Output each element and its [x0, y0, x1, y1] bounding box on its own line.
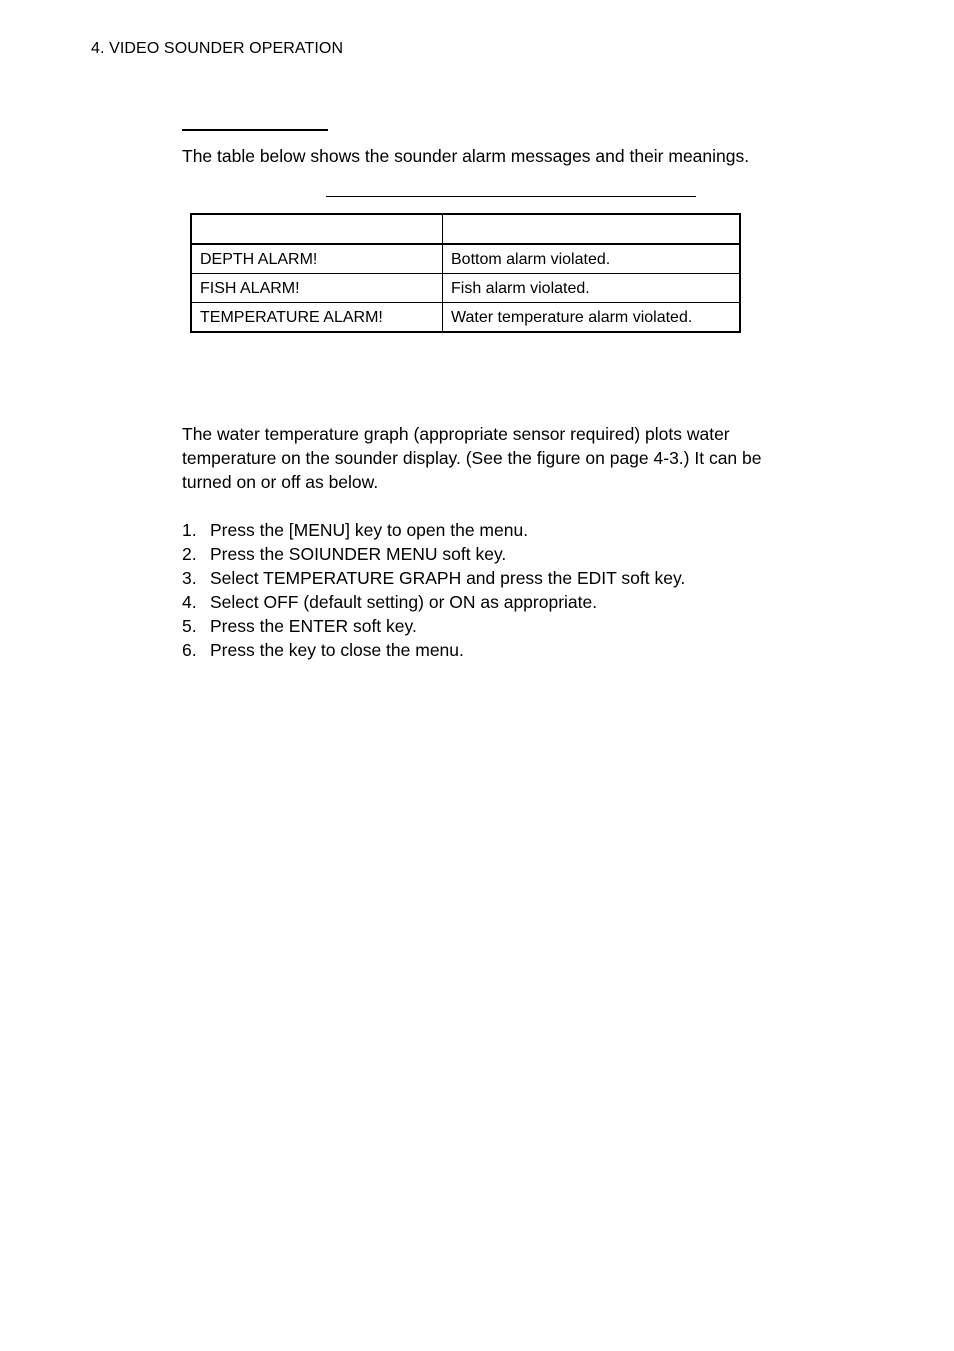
- procedure-steps: [182, 518, 685, 662]
- paragraph-line: temperature on the sounder display. (See the figure on page 4-3.) It can be: [182, 448, 762, 468]
- alarm-meaning-cell: Fish alarm violated.: [443, 274, 741, 303]
- step-number: 6.: [182, 640, 197, 660]
- table-row: [191, 303, 740, 333]
- step-text: Press the ENTER soft key.: [210, 616, 417, 636]
- section-heading-rule: [182, 129, 328, 131]
- alarm-meaning-cell: Bottom alarm violated.: [443, 244, 741, 274]
- step-number: 1.: [182, 520, 197, 540]
- temperature-graph-paragraph: [182, 422, 822, 494]
- alarm-message-cell: FISH ALARM!: [191, 274, 443, 303]
- running-header: 4. VIDEO SOUNDER OPERATION: [91, 40, 344, 57]
- column-header-meaning: [443, 214, 741, 244]
- step-number: 4.: [182, 592, 197, 612]
- list-item: [182, 590, 685, 614]
- step-text: Press the SOIUNDER MENU soft key.: [210, 544, 507, 564]
- paragraph-line: The water temperature graph (appropriate sensor required) plots water: [182, 424, 730, 444]
- step-number: 5.: [182, 616, 197, 636]
- column-header-message: [191, 214, 443, 244]
- alarm-message-cell: TEMPERATURE ALARM!: [191, 303, 443, 333]
- list-item: [182, 566, 685, 590]
- table-row: [191, 244, 740, 274]
- table-header-row: [191, 214, 740, 244]
- paragraph-line: turned on or off as below.: [182, 472, 379, 492]
- table-row: [191, 274, 740, 303]
- list-item: [182, 542, 685, 566]
- step-text: Press the key to close the menu.: [210, 640, 464, 660]
- step-number: 3.: [182, 568, 197, 588]
- alarm-message-cell: DEPTH ALARM!: [191, 244, 443, 274]
- step-text: Press the [MENU] key to open the menu.: [210, 520, 529, 540]
- alarm-meaning-cell: Water temperature alarm violated.: [443, 303, 741, 333]
- alarm-messages-table: [190, 213, 741, 333]
- step-number: 2.: [182, 544, 197, 564]
- step-text: Select OFF (default setting) or ON as appropriate.: [210, 592, 598, 612]
- list-item: [182, 614, 685, 638]
- step-text: Select TEMPERATURE GRAPH and press the EDIT soft key.: [210, 568, 686, 588]
- alarm-intro-text: The table below shows the sounder alarm messages and their meanings.: [182, 146, 750, 166]
- list-item: [182, 518, 685, 542]
- list-item: [182, 638, 685, 662]
- table-caption-rule: [326, 196, 696, 197]
